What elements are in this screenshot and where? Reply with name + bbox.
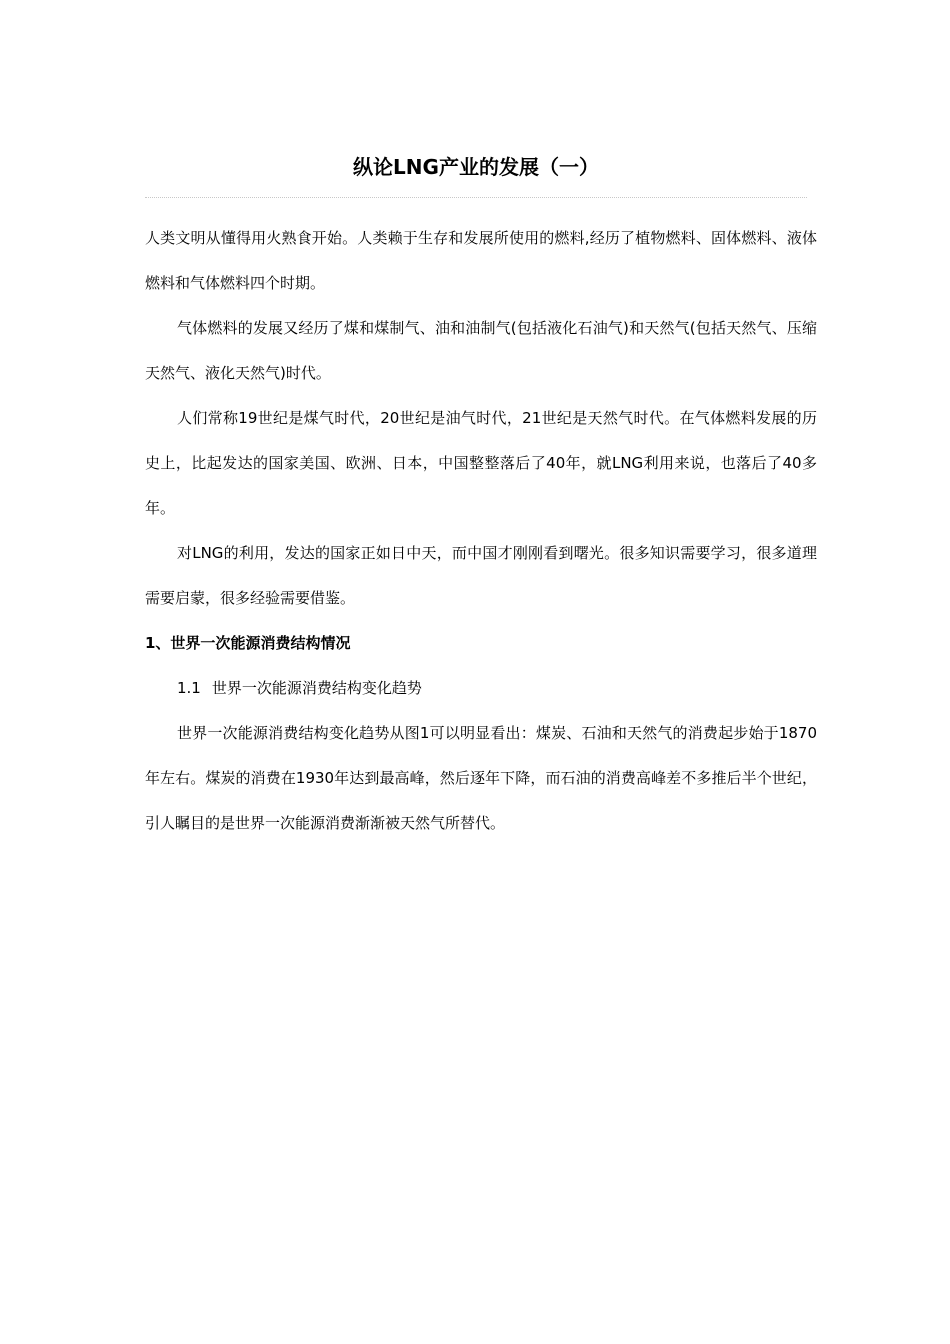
paragraph-lng-usage: 对LNG的利用，发达的国家正如日中天，而中国才刚刚看到曙光。很多知识需要学习，很多道理需要启蒙，很多经验需要借鉴。 xyxy=(145,544,817,607)
document-title: 纵论LNG产业的发展（一） xyxy=(353,155,599,179)
paragraph-gas-fuel-history: 气体燃料的发展又经历了煤和煤制气、油和油制气(包括液化石油气)和天然气(包括天然气、压缩天然气、液化天然气)时代。 xyxy=(145,319,817,382)
paragraph-energy-trend: 世界一次能源消费结构变化趋势从图1可以明显看出：煤炭、石油和天然气的消费起步始于1870年左右。煤炭的消费在1930年达到最高峰，然后逐年下降，而石油的消费高峰差不多推后半个世纪，引人瞩目的是世界一次能源消费渐渐被天然气所替代。 xyxy=(145,724,817,832)
section-heading: 1、世界一次能源消费结构情况 xyxy=(145,634,351,652)
paragraph-gas-eras: 人们常称19世纪是煤气时代，20世纪是油气时代，21世纪是天然气时代。在气体燃料发展的历史上，比起发达的国家美国、欧洲、日本，中国整整落后了40年，就LNG利用来说，也落后了40多年。 xyxy=(145,409,817,517)
title-divider xyxy=(145,197,807,198)
subsection-heading xyxy=(145,666,817,711)
paragraph-intro: 人类文明从懂得用火熟食开始。人类赖于生存和发展所使用的燃料,经历了植物燃料、固体燃料、液体燃料和气体燃料四个时期。 xyxy=(145,229,817,292)
subsection-number: 1.1 xyxy=(177,679,201,697)
subsection-title: 世界一次能源消费结构变化趋势 xyxy=(211,679,422,697)
document-body xyxy=(145,216,817,846)
